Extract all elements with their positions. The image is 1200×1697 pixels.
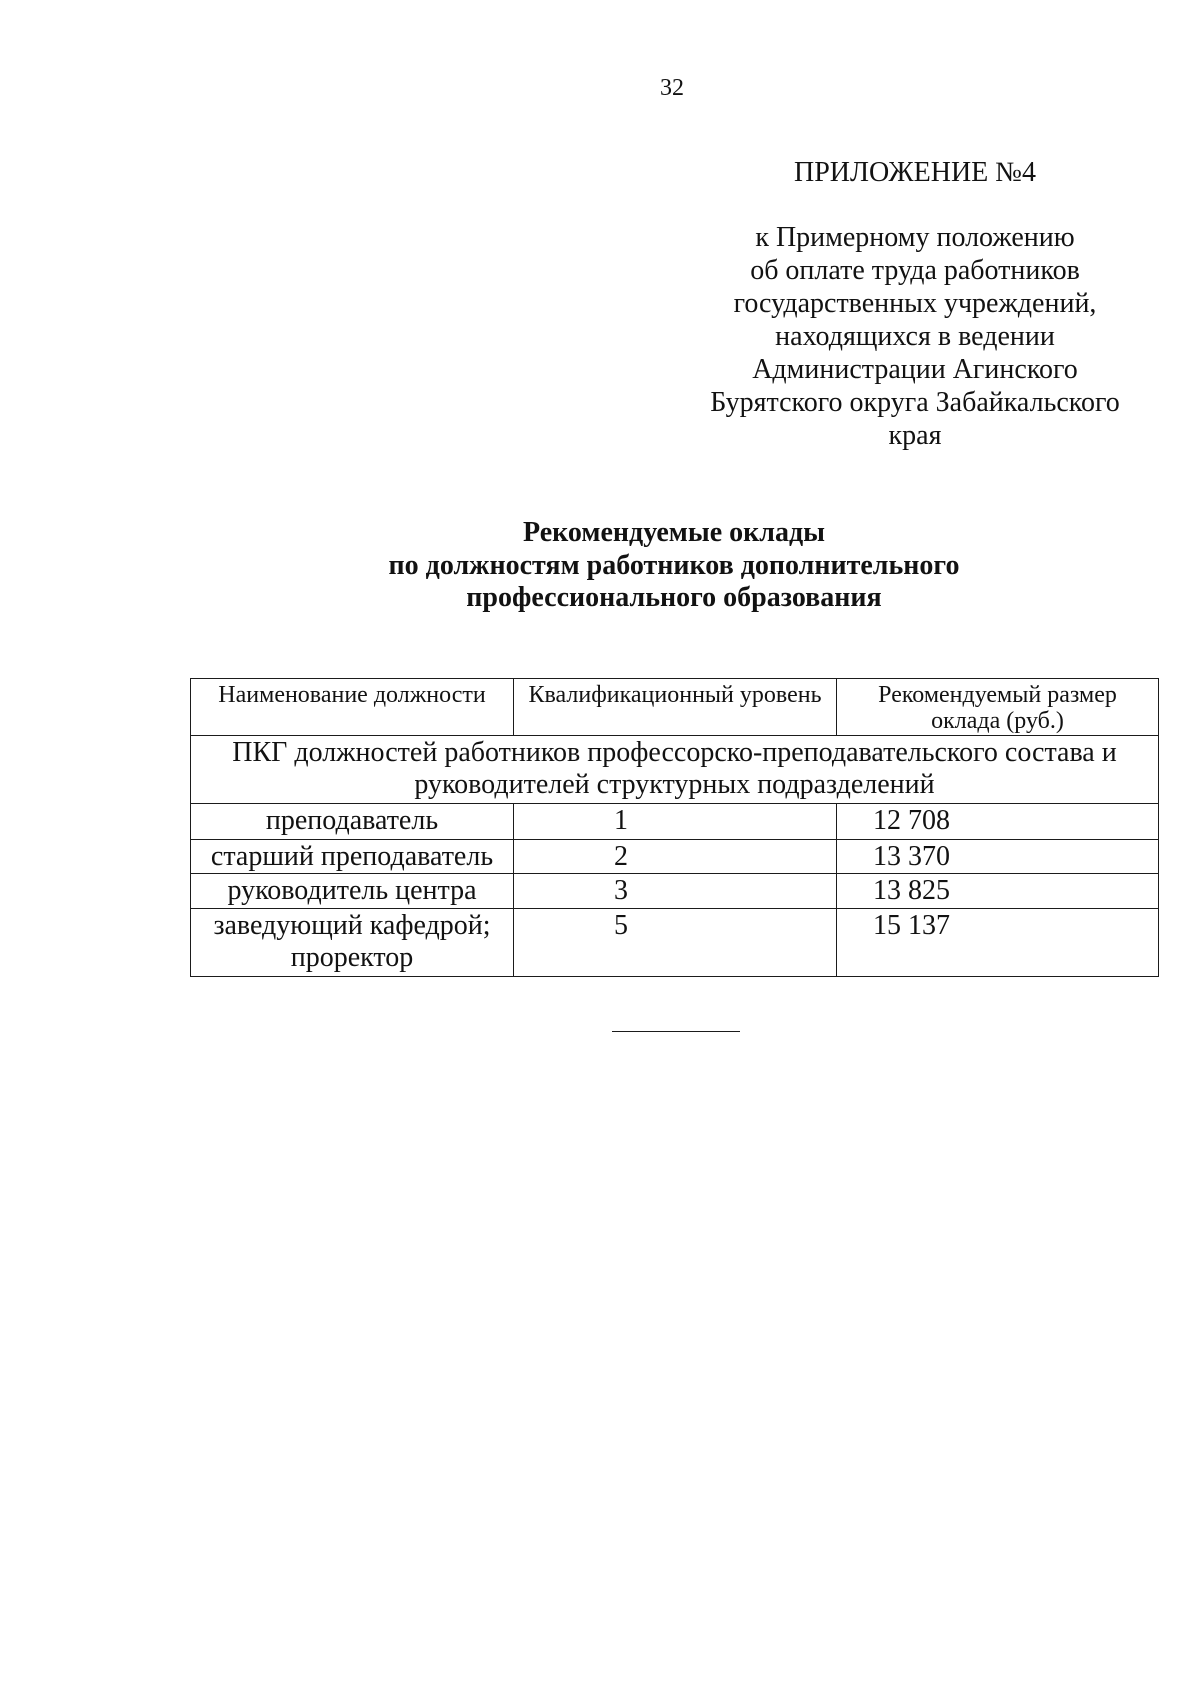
cell-salary: 13 825 [837, 874, 1159, 909]
header-line: Рекомендуемый размер [878, 682, 1117, 708]
cell-level: 5 [514, 909, 837, 977]
cell-salary: 13 370 [837, 840, 1159, 874]
page-number: 32 [660, 75, 684, 101]
heading-line: по должностям работников дополнительного [388, 549, 960, 581]
appendix-line: Администрации Агинского [752, 354, 1078, 385]
header-line: Наименование должности [218, 682, 486, 708]
cell-level: 2 [514, 840, 837, 874]
salary-table [190, 678, 1159, 977]
header-cell-level [514, 679, 837, 736]
table-row [191, 840, 1159, 874]
cell-position [191, 909, 514, 977]
cell-position [191, 840, 514, 874]
appendix-line: государственных учреждений, [733, 288, 1097, 319]
position-line: проректор [290, 942, 414, 973]
position-line: заведующий кафедрой; [213, 910, 491, 941]
cell-position [191, 804, 514, 840]
appendix-reference [680, 221, 1150, 452]
appendix-line: находящихся в ведении [775, 321, 1055, 352]
position-line: преподаватель [265, 805, 439, 836]
header-cell-position [191, 679, 514, 736]
cell-salary: 12 708 [837, 804, 1159, 840]
cell-position [191, 874, 514, 909]
heading-line: Рекомендуемые оклады [523, 517, 825, 548]
end-separator [612, 1031, 740, 1032]
cell-level: 3 [514, 874, 837, 909]
appendix-line: об оплате труда работников [750, 255, 1080, 286]
group-cell [191, 736, 1159, 804]
heading-line: профессионального образования [466, 582, 882, 613]
table-row [191, 909, 1159, 977]
position-line: старший преподаватель [210, 841, 494, 872]
header-line: оклада (руб.) [931, 708, 1064, 734]
group-line: ПКГ должностей работников профессорско-преподавательского состава и [232, 737, 1117, 768]
position-line: руководитель центра [227, 875, 477, 906]
appendix-title: ПРИЛОЖЕНИЕ №4 [794, 157, 1036, 188]
cell-level: 1 [514, 804, 837, 840]
group-row [191, 736, 1159, 804]
header-line: Квалификационный уровень [528, 682, 822, 708]
table-row [191, 804, 1159, 840]
appendix-line: Бурятского округа Забайкальского [710, 387, 1120, 418]
table-row [191, 874, 1159, 909]
table-header-row [191, 679, 1159, 736]
header-cell-salary [837, 679, 1159, 736]
appendix-line: к Примерному положению [755, 222, 1075, 253]
cell-salary: 15 137 [837, 909, 1159, 977]
document-heading [274, 517, 1074, 615]
appendix-line: края [888, 420, 942, 451]
group-line: руководителей структурных подразделений [414, 769, 935, 800]
